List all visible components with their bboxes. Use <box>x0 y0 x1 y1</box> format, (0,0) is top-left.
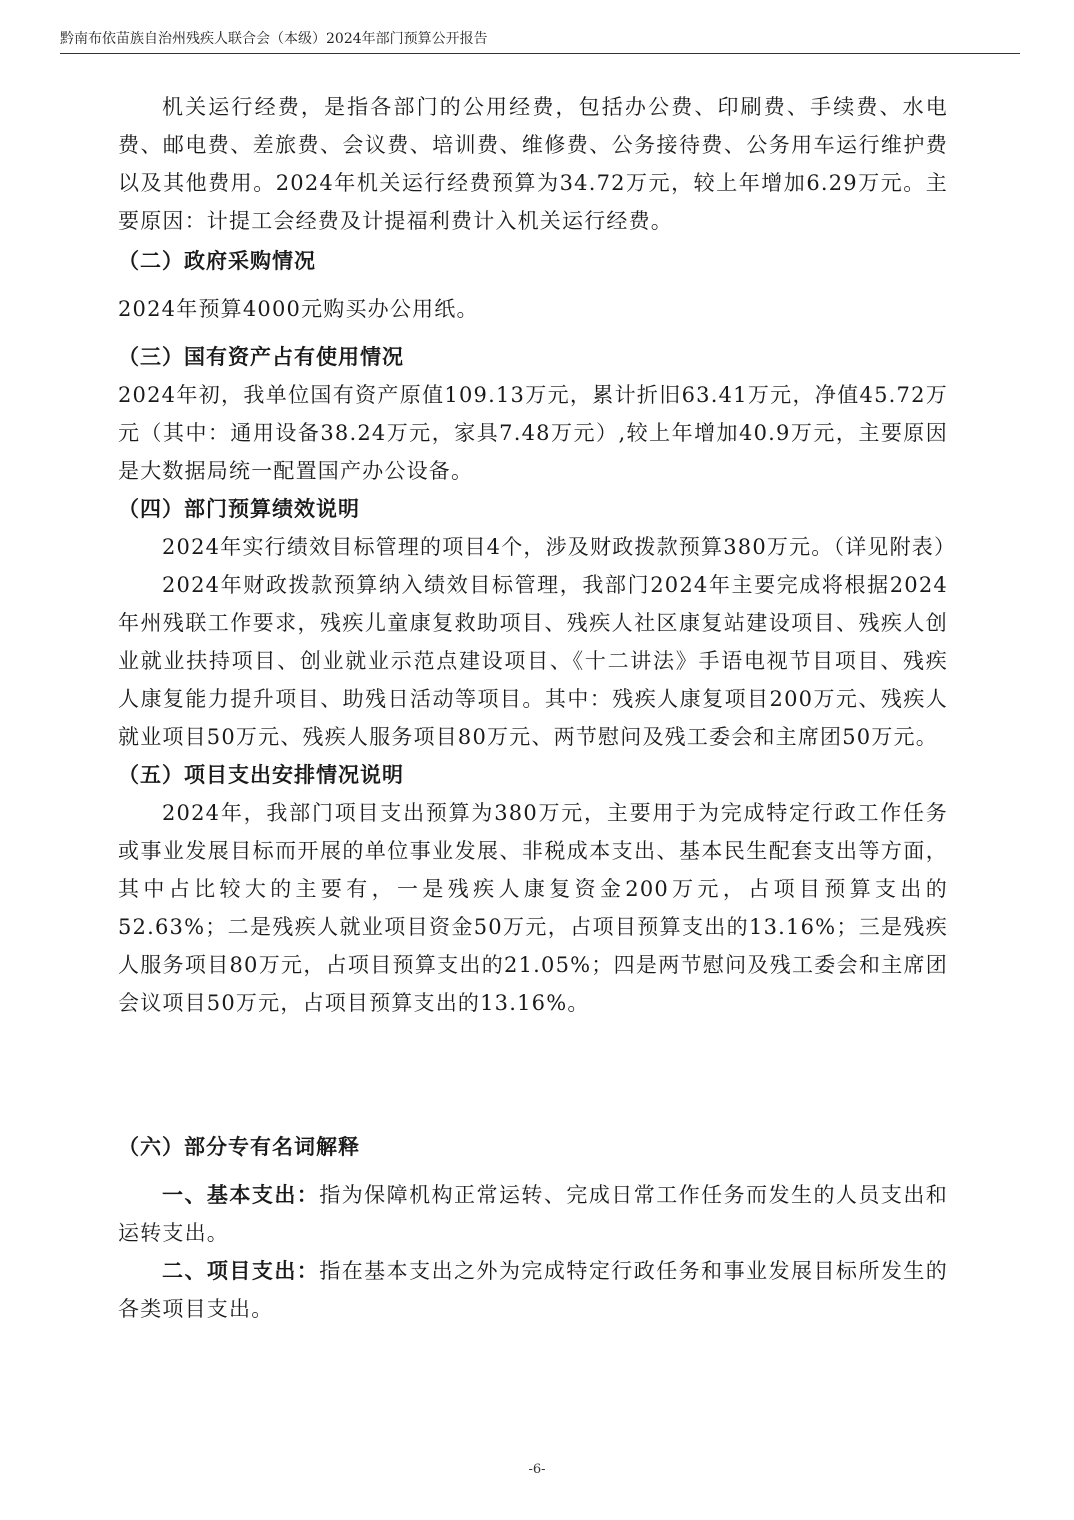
term-project-label: 二、项目支出： <box>162 1259 320 1283</box>
document-body <box>118 88 957 1328</box>
projects-paragraph: 2024年，我部门项目支出预算为380万元，主要用于为完成特定行政工作任务或事业发展目标而开展的单位事业发展、非税成本支出、基本民生配套支出等方面，其中占比较大的主要有，一是残疾人康复资金200万元，占项目预算支出的52.63%；二是残疾人就业项目资金50万元，占项目预算支出的13.16%；三是残疾人服务项目80万元，占项目预算支出的21.05%；四是两节慰问及残工委会和主席团会议项目50万元，占项目预算支出的13.16%。 <box>118 801 948 1015</box>
procurement-heading: （二）政府采购情况 <box>118 249 316 273</box>
term-project-definition: 指在基本支出之外为完成特定行政任务和事业发展目标所发生的各类项目支出。 <box>118 1259 948 1321</box>
performance-paragraph-2: 2024年财政拨款预算纳入绩效目标管理，我部门2024年主要完成将根据2024年州残联工作要求，残疾儿童康复救助项目、残疾人社区康复站建设项目、残疾人创业就业扶持项目、创业就业示范点建设项目、《十二讲法》手语电视节目项目、残疾人康复能力提升项目、助残日活动等项目。其中：残疾人康复项目200万元、残疾人就业项目50万元、残疾人服务项目80万元、两节慰问及残工委会和主席团50万元。 <box>118 573 948 749</box>
operating-expenses-paragraph: 机关运行经费，是指各部门的公用经费，包括办公费、印刷费、手续费、水电费、邮电费、差旅费、会议费、培训费、维修费、公务接待费、公务用车运行维护费以及其他费用。2024年机关运行经费预算为34.72万元，较上年增加6.29万元。主要原因：计提工会经费及计提福利费计入机关运行经费。 <box>118 95 948 233</box>
term-basic-expenditure <box>118 1176 948 1252</box>
term-basic-definition: 指为保障机构正常运转、完成日常工作任务而发生的人员支出和运转支出。 <box>118 1183 948 1245</box>
assets-paragraph: 2024年初，我单位国有资产原值109.13万元，累计折旧63.41万元，净值45.72万元（其中：通用设备38.24万元，家具7.48万元）,较上年增加40.9万元，主要原因是大数据局统一配置国产办公设备。 <box>118 383 948 483</box>
terms-heading: （六）部分专有名词解释 <box>118 1135 360 1159</box>
assets-heading: （三）国有资产占有使用情况 <box>118 345 404 369</box>
performance-heading: （四）部门预算绩效说明 <box>118 497 360 521</box>
performance-paragraph-1: 2024年实行绩效目标管理的项目4个，涉及财政拨款预算380万元。（详见附表） <box>162 535 957 559</box>
procurement-paragraph: 2024年预算4000元购买办公用纸。 <box>118 297 479 321</box>
term-project-expenditure <box>118 1252 948 1328</box>
running-header: 黔南布依苗族自治州残疾人联合会（本级）2024年部门预算公开报告 <box>60 31 488 47</box>
page-number: -6- <box>528 1462 546 1477</box>
term-basic-label: 一、基本支出： <box>162 1183 320 1207</box>
header-divider <box>60 53 1020 54</box>
projects-heading: （五）项目支出安排情况说明 <box>118 763 404 787</box>
